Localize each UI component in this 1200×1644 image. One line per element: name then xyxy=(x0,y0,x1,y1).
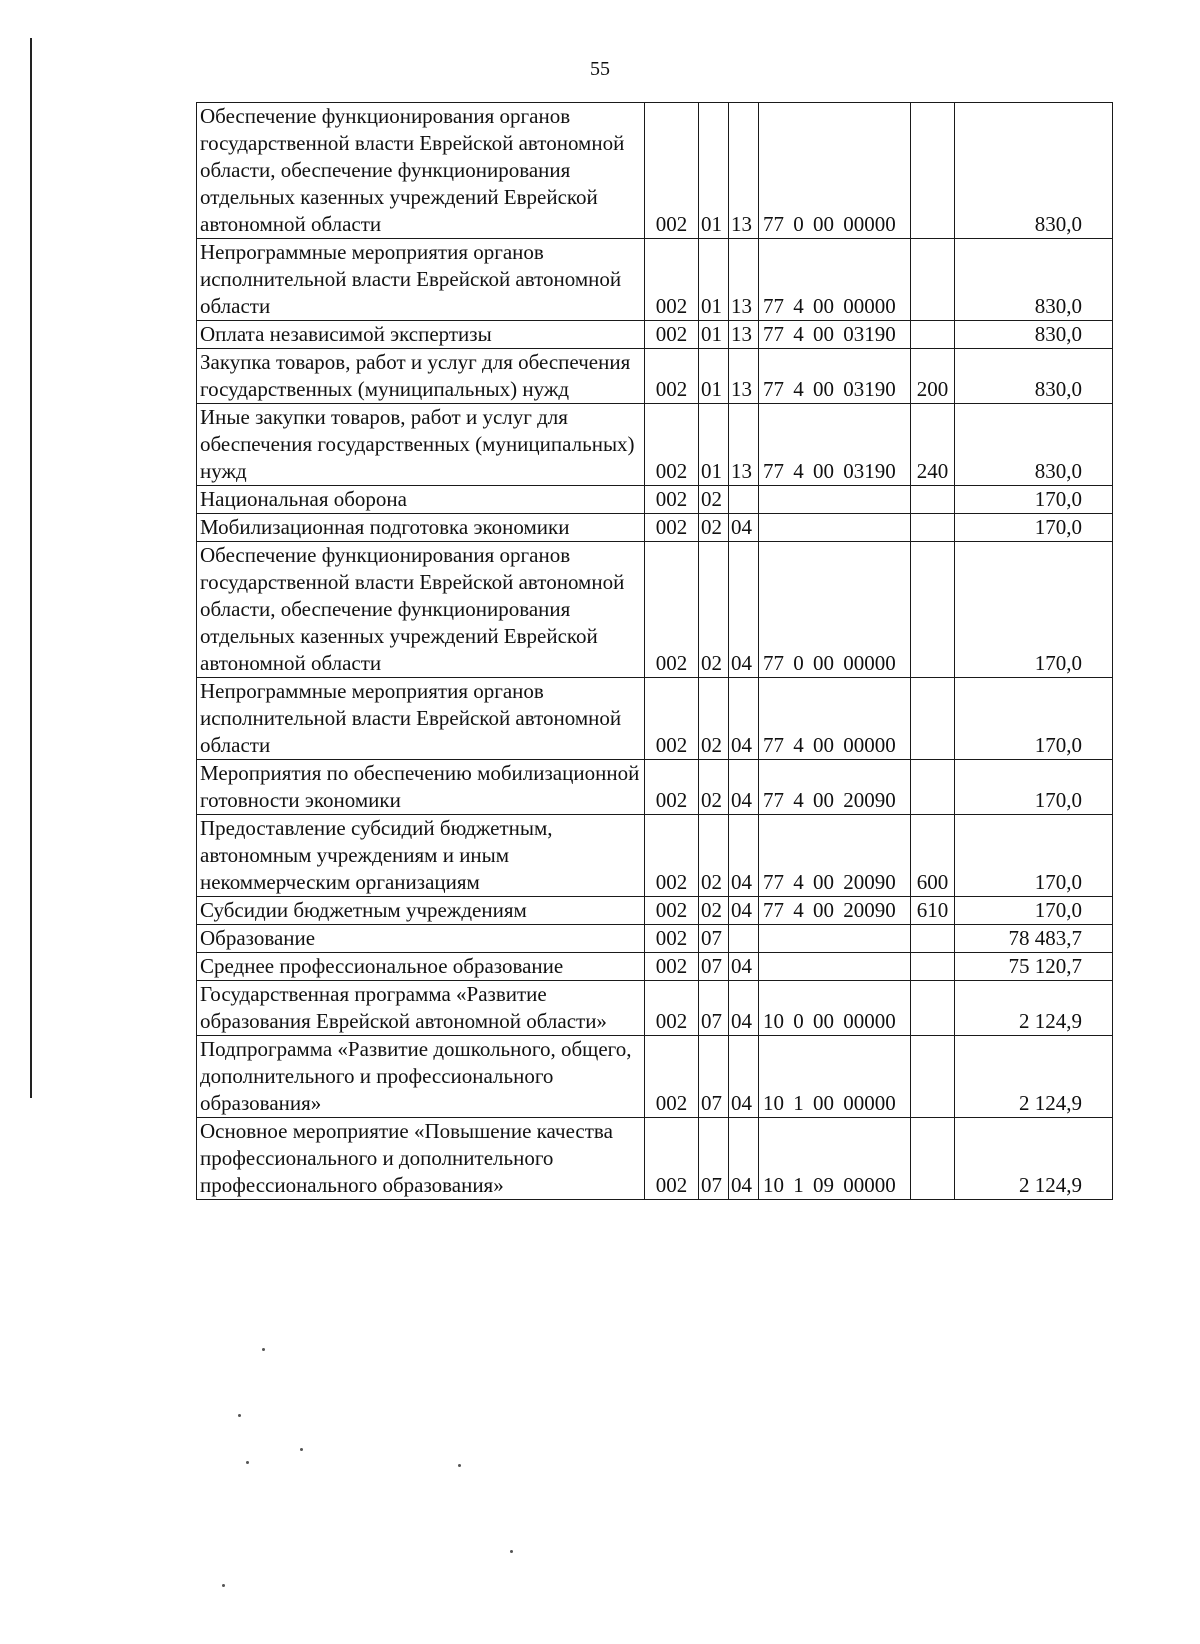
table-row xyxy=(197,981,1113,1036)
cell-target-article: 10 0 00 00000 xyxy=(759,981,911,1036)
table-row xyxy=(197,514,1113,542)
cell-amount: 2 124,9 xyxy=(955,1118,1113,1200)
cell-section-code: 01 xyxy=(699,349,729,404)
cell-expense-type xyxy=(911,1036,955,1118)
cell-ministry-code: 002 xyxy=(645,349,699,404)
cell-target-article: 77 4 00 20090 xyxy=(759,897,911,925)
cell-target-article: 10 1 09 00000 xyxy=(759,1118,911,1200)
cell-ministry-code: 002 xyxy=(645,514,699,542)
cell-subsection-code: 13 xyxy=(729,103,759,239)
cell-section-code: 02 xyxy=(699,897,729,925)
cell-ministry-code: 002 xyxy=(645,897,699,925)
budget-table-body xyxy=(197,103,1113,1200)
cell-ministry-code: 002 xyxy=(645,953,699,981)
cell-name: Государственная программа «Развитие образования Еврейской автономной области» xyxy=(197,981,645,1036)
cell-amount: 170,0 xyxy=(955,815,1113,897)
table-row xyxy=(197,404,1113,486)
table-row xyxy=(197,103,1113,239)
cell-expense-type: 600 xyxy=(911,815,955,897)
cell-ministry-code: 002 xyxy=(645,321,699,349)
cell-target-article xyxy=(759,953,911,981)
cell-name: Мобилизационная подготовка экономики xyxy=(197,514,645,542)
cell-amount: 830,0 xyxy=(955,103,1113,239)
cell-name: Предоставление субсидий бюджетным, автономным учреждениям и иным некоммерческим организациям xyxy=(197,815,645,897)
cell-ministry-code: 002 xyxy=(645,1118,699,1200)
cell-ministry-code: 002 xyxy=(645,760,699,815)
cell-amount: 75 120,7 xyxy=(955,953,1113,981)
table-row xyxy=(197,542,1113,678)
cell-target-article: 10 1 00 00000 xyxy=(759,1036,911,1118)
cell-subsection-code: 04 xyxy=(729,678,759,760)
cell-expense-type xyxy=(911,1118,955,1200)
cell-target-article: 77 4 00 00000 xyxy=(759,239,911,321)
cell-target-article: 77 0 00 00000 xyxy=(759,542,911,678)
table-row xyxy=(197,321,1113,349)
cell-subsection-code: 04 xyxy=(729,760,759,815)
cell-name: Национальная оборона xyxy=(197,486,645,514)
cell-expense-type xyxy=(911,542,955,678)
table-row xyxy=(197,953,1113,981)
cell-name: Непрограммные мероприятия органов исполнительной власти Еврейской автономной области xyxy=(197,678,645,760)
cell-subsection-code xyxy=(729,925,759,953)
cell-subsection-code: 13 xyxy=(729,349,759,404)
cell-subsection-code: 04 xyxy=(729,1118,759,1200)
cell-section-code: 01 xyxy=(699,321,729,349)
cell-section-code: 01 xyxy=(699,103,729,239)
cell-name: Обеспечение функционирования органов государственной власти Еврейской автономной области, обеспечение функционирования отдельных казенных учреждений Еврейской автономной области xyxy=(197,542,645,678)
cell-target-article: 77 4 00 03190 xyxy=(759,349,911,404)
cell-subsection-code: 04 xyxy=(729,981,759,1036)
table-row xyxy=(197,925,1113,953)
cell-subsection-code xyxy=(729,486,759,514)
cell-amount: 830,0 xyxy=(955,404,1113,486)
cell-ministry-code: 002 xyxy=(645,542,699,678)
cell-subsection-code: 04 xyxy=(729,953,759,981)
table-row xyxy=(197,239,1113,321)
cell-section-code: 02 xyxy=(699,486,729,514)
cell-name: Среднее профессиональное образование xyxy=(197,953,645,981)
cell-name: Обеспечение функционирования органов государственной власти Еврейской автономной области, обеспечение функционирования отдельных казенных учреждений Еврейской автономной области xyxy=(197,103,645,239)
cell-expense-type xyxy=(911,760,955,815)
cell-section-code: 07 xyxy=(699,925,729,953)
margin-rule xyxy=(30,38,32,1098)
cell-subsection-code: 13 xyxy=(729,321,759,349)
cell-ministry-code: 002 xyxy=(645,815,699,897)
cell-subsection-code: 04 xyxy=(729,1036,759,1118)
cell-ministry-code: 002 xyxy=(645,486,699,514)
cell-section-code: 02 xyxy=(699,760,729,815)
cell-subsection-code: 13 xyxy=(729,239,759,321)
cell-amount: 170,0 xyxy=(955,514,1113,542)
cell-target-article: 77 4 00 00000 xyxy=(759,678,911,760)
cell-name: Подпрограмма «Развитие дошкольного, общего, дополнительного и профессионального образования» xyxy=(197,1036,645,1118)
cell-name: Непрограммные мероприятия органов исполнительной власти Еврейской автономной области xyxy=(197,239,645,321)
cell-section-code: 01 xyxy=(699,239,729,321)
cell-name: Основное мероприятие «Повышение качества профессионального и дополнительного профессионального образования» xyxy=(197,1118,645,1200)
table-row xyxy=(197,486,1113,514)
cell-subsection-code: 04 xyxy=(729,514,759,542)
cell-expense-type xyxy=(911,678,955,760)
cell-amount: 2 124,9 xyxy=(955,1036,1113,1118)
table-row xyxy=(197,678,1113,760)
cell-name: Иные закупки товаров, работ и услуг для обеспечения государственных (муниципальных) нужд xyxy=(197,404,645,486)
cell-expense-type: 240 xyxy=(911,404,955,486)
cell-expense-type xyxy=(911,925,955,953)
cell-section-code: 02 xyxy=(699,678,729,760)
cell-name: Образование xyxy=(197,925,645,953)
table-row xyxy=(197,760,1113,815)
table-row xyxy=(197,897,1113,925)
cell-expense-type xyxy=(911,239,955,321)
cell-amount: 830,0 xyxy=(955,321,1113,349)
cell-ministry-code: 002 xyxy=(645,239,699,321)
cell-target-article xyxy=(759,486,911,514)
table-row xyxy=(197,1036,1113,1118)
table-row xyxy=(197,815,1113,897)
cell-target-article: 77 4 00 03190 xyxy=(759,321,911,349)
cell-amount: 170,0 xyxy=(955,897,1113,925)
cell-amount: 170,0 xyxy=(955,678,1113,760)
cell-amount: 2 124,9 xyxy=(955,981,1113,1036)
cell-amount: 830,0 xyxy=(955,349,1113,404)
cell-section-code: 07 xyxy=(699,1118,729,1200)
cell-ministry-code: 002 xyxy=(645,103,699,239)
cell-expense-type xyxy=(911,103,955,239)
cell-target-article: 77 4 00 03190 xyxy=(759,404,911,486)
cell-expense-type xyxy=(911,981,955,1036)
table-row xyxy=(197,349,1113,404)
cell-expense-type xyxy=(911,953,955,981)
cell-section-code: 07 xyxy=(699,953,729,981)
cell-expense-type xyxy=(911,486,955,514)
cell-target-article: 77 4 00 20090 xyxy=(759,815,911,897)
cell-section-code: 01 xyxy=(699,404,729,486)
cell-ministry-code: 002 xyxy=(645,404,699,486)
cell-subsection-code: 04 xyxy=(729,815,759,897)
cell-name: Оплата независимой экспертизы xyxy=(197,321,645,349)
cell-ministry-code: 002 xyxy=(645,1036,699,1118)
cell-section-code: 02 xyxy=(699,514,729,542)
cell-amount: 170,0 xyxy=(955,542,1113,678)
cell-amount: 170,0 xyxy=(955,486,1113,514)
cell-ministry-code: 002 xyxy=(645,925,699,953)
table-row xyxy=(197,1118,1113,1200)
cell-section-code: 02 xyxy=(699,815,729,897)
cell-expense-type xyxy=(911,514,955,542)
cell-target-article xyxy=(759,514,911,542)
cell-expense-type: 610 xyxy=(911,897,955,925)
page-number: 55 xyxy=(590,58,610,80)
cell-target-article: 77 4 00 20090 xyxy=(759,760,911,815)
cell-subsection-code: 13 xyxy=(729,404,759,486)
cell-target-article xyxy=(759,925,911,953)
cell-target-article: 77 0 00 00000 xyxy=(759,103,911,239)
cell-subsection-code: 04 xyxy=(729,542,759,678)
cell-expense-type: 200 xyxy=(911,349,955,404)
budget-table xyxy=(196,102,1113,1200)
cell-amount: 170,0 xyxy=(955,760,1113,815)
cell-section-code: 07 xyxy=(699,1036,729,1118)
cell-name: Закупка товаров, работ и услуг для обеспечения государственных (муниципальных) нужд xyxy=(197,349,645,404)
cell-amount: 78 483,7 xyxy=(955,925,1113,953)
cell-section-code: 07 xyxy=(699,981,729,1036)
cell-ministry-code: 002 xyxy=(645,981,699,1036)
cell-subsection-code: 04 xyxy=(729,897,759,925)
cell-name: Мероприятия по обеспечению мобилизационной готовности экономики xyxy=(197,760,645,815)
cell-ministry-code: 002 xyxy=(645,678,699,760)
cell-name: Субсидии бюджетным учреждениям xyxy=(197,897,645,925)
cell-expense-type xyxy=(911,321,955,349)
cell-section-code: 02 xyxy=(699,542,729,678)
cell-amount: 830,0 xyxy=(955,239,1113,321)
